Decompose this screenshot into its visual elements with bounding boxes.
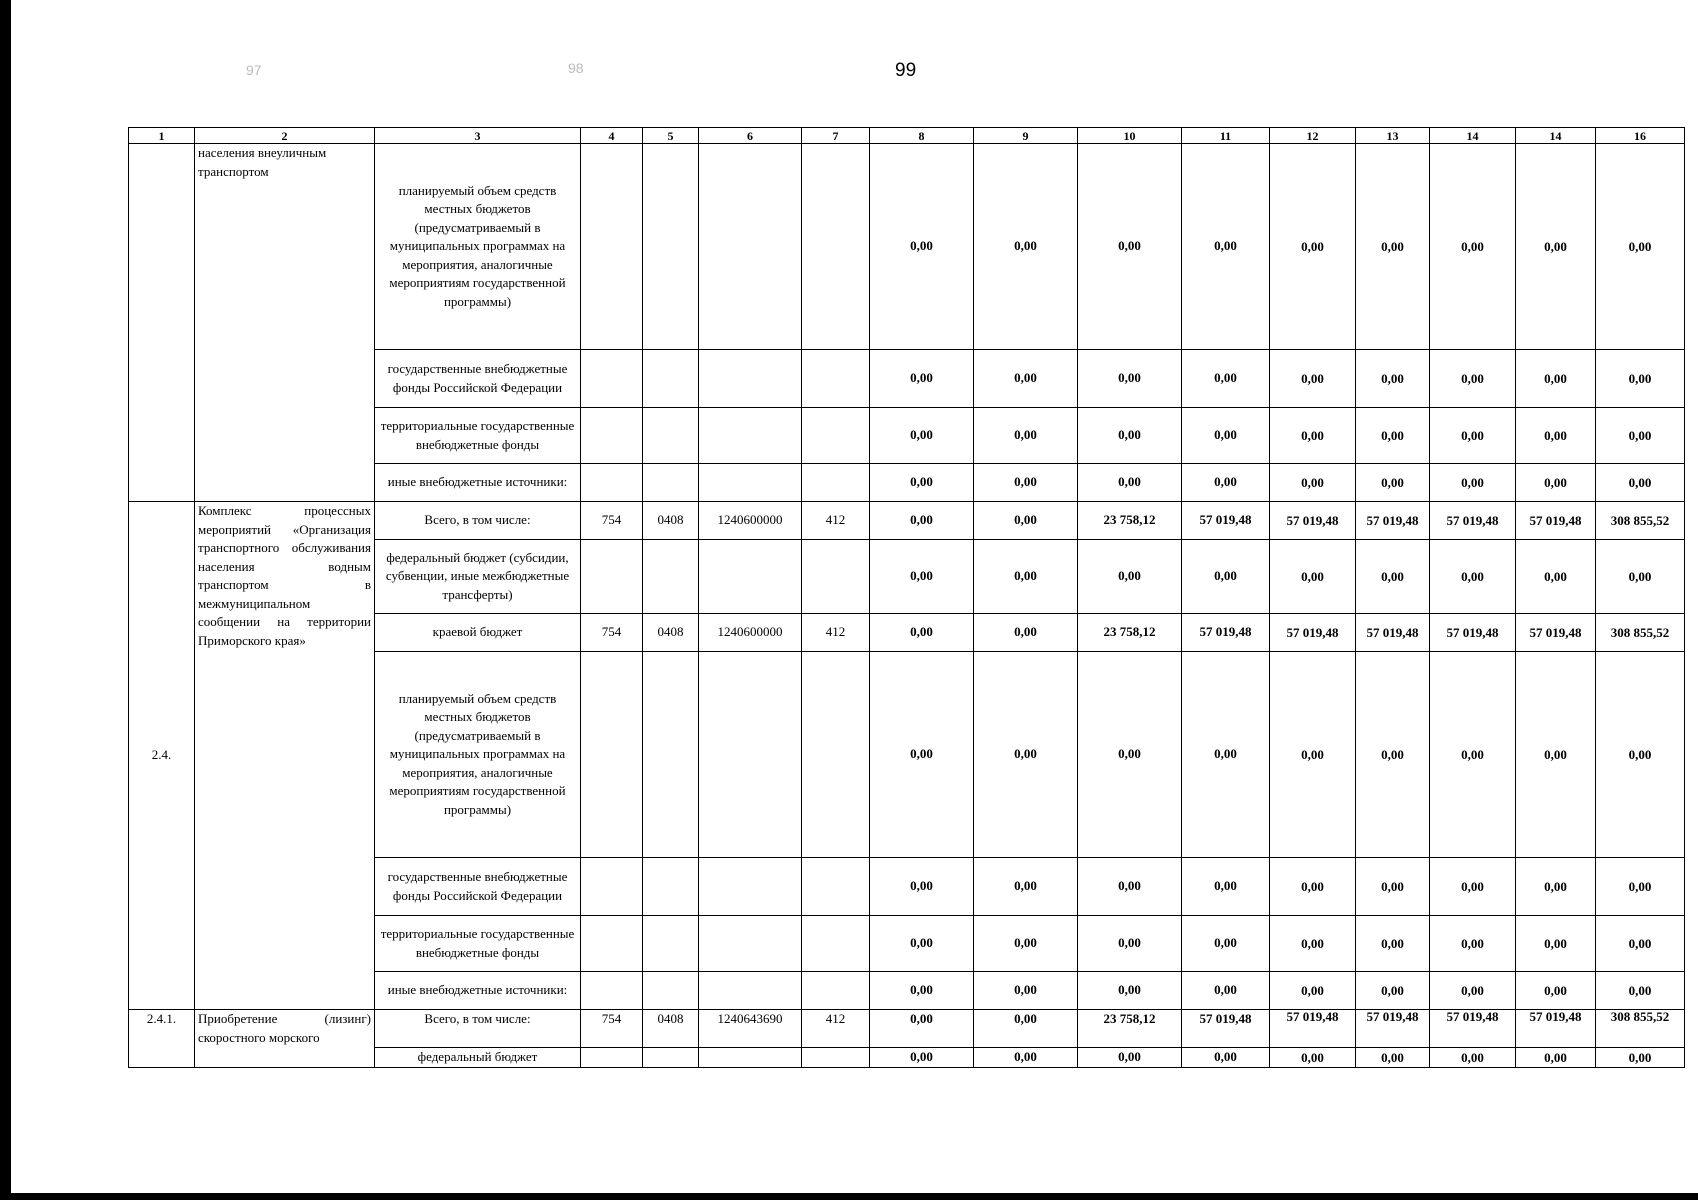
amount-cell: 0,00 [1182, 540, 1270, 614]
budget-code-cell: 1240600000 [699, 502, 802, 540]
amount-cell: 57 019,48 [1356, 614, 1430, 652]
amount-cell: 0,00 [870, 858, 974, 916]
amount-cell: 0,00 [1356, 972, 1430, 1010]
funding-source: территориальные государственные внебюджетные фонды [375, 408, 581, 464]
amount-cell: 0,00 [1356, 540, 1430, 614]
amount-cell: 0,00 [974, 614, 1078, 652]
budget-code-cell [802, 858, 870, 916]
amount-cell: 0,00 [1516, 350, 1596, 408]
amount-cell: 0,00 [1270, 916, 1356, 972]
amount-cell: 0,00 [1430, 540, 1516, 614]
amount-cell: 0,00 [974, 540, 1078, 614]
amount-cell: 0,00 [1430, 144, 1516, 350]
column-number: 4 [581, 128, 643, 144]
funding-source: иные внебюджетные источники: [375, 464, 581, 502]
amount-cell: 0,00 [1356, 652, 1430, 858]
amount-cell: 0,00 [1596, 464, 1685, 502]
funding-source: федеральный бюджет (субсидии, субвенции, иные межбюджетные трансферты) [375, 540, 581, 614]
item-number: 2.4.1. [129, 1010, 195, 1068]
amount-cell: 0,00 [974, 652, 1078, 858]
amount-cell: 23 758,12 [1078, 614, 1182, 652]
table-row [129, 1010, 1685, 1048]
budget-code-cell [643, 652, 699, 858]
amount-cell: 0,00 [1596, 652, 1685, 858]
amount-cell: 0,00 [1516, 464, 1596, 502]
amount-cell: 0,00 [1270, 540, 1356, 614]
amount-cell: 0,00 [1596, 350, 1685, 408]
amount-cell: 0,00 [1182, 652, 1270, 858]
item-name: Комплекс процессных мероприятий «Организация транспортного обслуживания населения водным транспортом в межмуниципальном сообщении на территории Приморского края» [195, 502, 375, 1010]
amount-cell: 0,00 [870, 540, 974, 614]
item-number: 2.4. [129, 502, 195, 1010]
amount-cell: 0,00 [1430, 350, 1516, 408]
amount-cell: 57 019,48 [1182, 614, 1270, 652]
column-number: 16 [1596, 128, 1685, 144]
amount-cell: 57 019,48 [1430, 614, 1516, 652]
amount-cell: 0,00 [1430, 858, 1516, 916]
funding-source: государственные внебюджетные фонды Российской Федерации [375, 350, 581, 408]
amount-cell: 0,00 [870, 1010, 974, 1048]
amount-cell: 0,00 [1596, 858, 1685, 916]
column-number: 12 [1270, 128, 1356, 144]
item-name: населения внеуличным транспортом [195, 144, 375, 502]
budget-code-cell [802, 916, 870, 972]
budget-code-cell [699, 916, 802, 972]
amount-cell: 0,00 [1356, 144, 1430, 350]
amount-cell: 0,00 [1078, 350, 1182, 408]
amount-cell: 0,00 [974, 144, 1078, 350]
amount-cell: 0,00 [1430, 972, 1516, 1010]
amount-cell: 23 758,12 [1078, 1010, 1182, 1048]
budget-code-cell [802, 1048, 870, 1068]
funding-source: Всего, в том числе: [375, 502, 581, 540]
amount-cell: 0,00 [870, 144, 974, 350]
amount-cell: 0,00 [974, 916, 1078, 972]
amount-cell: 0,00 [1270, 408, 1356, 464]
item-number [129, 144, 195, 502]
column-number: 11 [1182, 128, 1270, 144]
budget-code-cell: 754 [581, 502, 643, 540]
amount-cell: 0,00 [1596, 972, 1685, 1010]
amount-cell: 0,00 [1596, 1048, 1685, 1068]
amount-cell: 0,00 [1270, 972, 1356, 1010]
amount-cell: 0,00 [974, 464, 1078, 502]
budget-code-cell [699, 350, 802, 408]
amount-cell: 0,00 [870, 1048, 974, 1068]
ghost-page-number: 97 [246, 62, 262, 78]
budget-code-cell: 754 [581, 1010, 643, 1048]
scan-edge-bottom [0, 1193, 1698, 1200]
budget-code-cell [643, 1048, 699, 1068]
amount-cell: 57 019,48 [1516, 502, 1596, 540]
amount-cell: 0,00 [1182, 408, 1270, 464]
amount-cell: 0,00 [1516, 144, 1596, 350]
amount-cell: 0,00 [1182, 916, 1270, 972]
amount-cell: 0,00 [974, 502, 1078, 540]
funding-source: территориальные государственные внебюджетные фонды [375, 916, 581, 972]
column-number: 3 [375, 128, 581, 144]
amount-cell: 57 019,48 [1182, 1010, 1270, 1048]
budget-code-cell [802, 144, 870, 350]
amount-cell: 0,00 [1516, 1048, 1596, 1068]
scan-edge-left [0, 0, 11, 1200]
budget-code-cell [643, 540, 699, 614]
amount-cell: 0,00 [1516, 858, 1596, 916]
budget-code-cell: 0408 [643, 614, 699, 652]
budget-code-cell [643, 972, 699, 1010]
budget-code-cell [581, 464, 643, 502]
funding-source: краевой бюджет [375, 614, 581, 652]
column-number: 14 [1516, 128, 1596, 144]
amount-cell: 0,00 [1078, 1048, 1182, 1068]
column-number-row [129, 128, 1685, 144]
amount-cell: 0,00 [1516, 916, 1596, 972]
budget-code-cell: 0408 [643, 1010, 699, 1048]
amount-cell: 0,00 [1078, 540, 1182, 614]
amount-cell: 57 019,48 [1182, 502, 1270, 540]
amount-cell: 0,00 [1516, 540, 1596, 614]
funding-source: иные внебюджетные источники: [375, 972, 581, 1010]
amount-cell: 0,00 [870, 652, 974, 858]
amount-cell: 0,00 [1078, 972, 1182, 1010]
funding-source: планируемый объем средств местных бюджетов (предусматриваемый в муниципальных программах на мероприятия, аналогичные мероприятиям государственной программы) [375, 652, 581, 858]
budget-code-cell [699, 858, 802, 916]
budget-code-cell [699, 972, 802, 1010]
amount-cell: 0,00 [1430, 464, 1516, 502]
amount-cell: 0,00 [1270, 144, 1356, 350]
budget-code-cell [699, 1048, 802, 1068]
amount-cell: 0,00 [1182, 858, 1270, 916]
budget-code-cell [581, 916, 643, 972]
amount-cell: 0,00 [1182, 1048, 1270, 1068]
amount-cell: 57 019,48 [1270, 614, 1356, 652]
budget-code-cell: 0408 [643, 502, 699, 540]
budget-code-cell [699, 652, 802, 858]
column-number: 5 [643, 128, 699, 144]
amount-cell: 0,00 [974, 408, 1078, 464]
budget-code-cell [802, 972, 870, 1010]
amount-cell: 0,00 [1078, 144, 1182, 350]
budget-code-cell [699, 464, 802, 502]
amount-cell: 0,00 [974, 858, 1078, 916]
amount-cell: 0,00 [1182, 350, 1270, 408]
amount-cell: 0,00 [870, 408, 974, 464]
budget-code-cell: 1240643690 [699, 1010, 802, 1048]
amount-cell: 57 019,48 [1356, 502, 1430, 540]
amount-cell: 0,00 [1430, 652, 1516, 858]
budget-code-cell [643, 464, 699, 502]
amount-cell: 0,00 [1430, 916, 1516, 972]
budget-code-cell [699, 144, 802, 350]
column-number: 14 [1430, 128, 1516, 144]
column-number: 13 [1356, 128, 1430, 144]
budget-code-cell [643, 858, 699, 916]
amount-cell: 0,00 [1182, 972, 1270, 1010]
budget-code-cell: 412 [802, 614, 870, 652]
amount-cell: 0,00 [1516, 972, 1596, 1010]
budget-code-cell [643, 144, 699, 350]
column-number: 10 [1078, 128, 1182, 144]
budget-code-cell [581, 408, 643, 464]
amount-cell: 0,00 [1430, 408, 1516, 464]
amount-cell: 308 855,52 [1596, 502, 1685, 540]
budget-code-cell: 412 [802, 502, 870, 540]
table-row [129, 502, 1685, 540]
amount-cell: 0,00 [1078, 408, 1182, 464]
table-row [129, 144, 1685, 350]
amount-cell: 23 758,12 [1078, 502, 1182, 540]
amount-cell: 0,00 [1516, 652, 1596, 858]
amount-cell: 0,00 [974, 1048, 1078, 1068]
budget-code-cell [802, 408, 870, 464]
column-number: 2 [195, 128, 375, 144]
amount-cell: 0,00 [1270, 1048, 1356, 1068]
amount-cell: 0,00 [1356, 916, 1430, 972]
budget-code-cell [581, 540, 643, 614]
column-number: 1 [129, 128, 195, 144]
budget-code-cell [581, 972, 643, 1010]
amount-cell: 0,00 [870, 502, 974, 540]
amount-cell: 0,00 [1596, 408, 1685, 464]
amount-cell: 0,00 [1270, 464, 1356, 502]
budget-code-cell [643, 916, 699, 972]
amount-cell: 57 019,48 [1356, 1010, 1430, 1048]
amount-cell: 0,00 [1270, 350, 1356, 408]
page-number: 99 [895, 60, 917, 81]
budget-code-cell [581, 652, 643, 858]
budget-code-cell [802, 464, 870, 502]
budget-code-cell [581, 144, 643, 350]
amount-cell: 0,00 [1516, 408, 1596, 464]
budget-code-cell [802, 540, 870, 614]
amount-cell: 0,00 [974, 350, 1078, 408]
column-number: 6 [699, 128, 802, 144]
amount-cell: 57 019,48 [1270, 1010, 1356, 1048]
funding-source: государственные внебюджетные фонды Российской Федерации [375, 858, 581, 916]
column-number: 9 [974, 128, 1078, 144]
budget-code-cell [581, 1048, 643, 1068]
amount-cell: 0,00 [1078, 464, 1182, 502]
item-name: Приобретение (лизинг) скоростного морского [195, 1010, 375, 1068]
funding-source: планируемый объем средств местных бюджетов (предусматриваемый в муниципальных программах на мероприятия, аналогичные мероприятиям государственной программы) [375, 144, 581, 350]
budget-code-cell: 1240600000 [699, 614, 802, 652]
amount-cell: 57 019,48 [1430, 1010, 1516, 1048]
amount-cell: 0,00 [1356, 858, 1430, 916]
amount-cell: 0,00 [870, 464, 974, 502]
amount-cell: 0,00 [1270, 858, 1356, 916]
amount-cell: 0,00 [1078, 916, 1182, 972]
amount-cell: 0,00 [1356, 464, 1430, 502]
amount-cell: 0,00 [1270, 652, 1356, 858]
budget-code-cell [699, 408, 802, 464]
column-number: 8 [870, 128, 974, 144]
amount-cell: 0,00 [1078, 858, 1182, 916]
budget-code-cell: 412 [802, 1010, 870, 1048]
amount-cell: 0,00 [1430, 1048, 1516, 1068]
funding-source: федеральный бюджет [375, 1048, 581, 1068]
ghost-page-number: 98 [568, 60, 584, 76]
budget-code-cell [643, 408, 699, 464]
amount-cell: 0,00 [870, 972, 974, 1010]
amount-cell: 0,00 [1356, 408, 1430, 464]
amount-cell: 308 855,52 [1596, 1010, 1685, 1048]
amount-cell: 0,00 [870, 350, 974, 408]
budget-code-cell [581, 858, 643, 916]
amount-cell: 0,00 [870, 916, 974, 972]
amount-cell: 0,00 [1182, 144, 1270, 350]
amount-cell: 0,00 [974, 1010, 1078, 1048]
column-number: 7 [802, 128, 870, 144]
amount-cell: 308 855,52 [1596, 614, 1685, 652]
amount-cell: 0,00 [1596, 540, 1685, 614]
budget-code-cell [802, 350, 870, 408]
amount-cell: 0,00 [974, 972, 1078, 1010]
amount-cell: 57 019,48 [1430, 502, 1516, 540]
funding-source: Всего, в том числе: [375, 1010, 581, 1048]
amount-cell: 0,00 [1182, 464, 1270, 502]
amount-cell: 0,00 [1078, 652, 1182, 858]
budget-code-cell [643, 350, 699, 408]
budget-code-cell [581, 350, 643, 408]
amount-cell: 57 019,48 [1516, 1010, 1596, 1048]
amount-cell: 0,00 [1356, 350, 1430, 408]
amount-cell: 0,00 [870, 614, 974, 652]
amount-cell: 0,00 [1356, 1048, 1430, 1068]
amount-cell: 0,00 [1596, 144, 1685, 350]
funding-table [128, 127, 1685, 1068]
amount-cell: 0,00 [1596, 916, 1685, 972]
budget-code-cell [802, 652, 870, 858]
budget-code-cell: 754 [581, 614, 643, 652]
amount-cell: 57 019,48 [1270, 502, 1356, 540]
budget-code-cell [699, 540, 802, 614]
amount-cell: 57 019,48 [1516, 614, 1596, 652]
